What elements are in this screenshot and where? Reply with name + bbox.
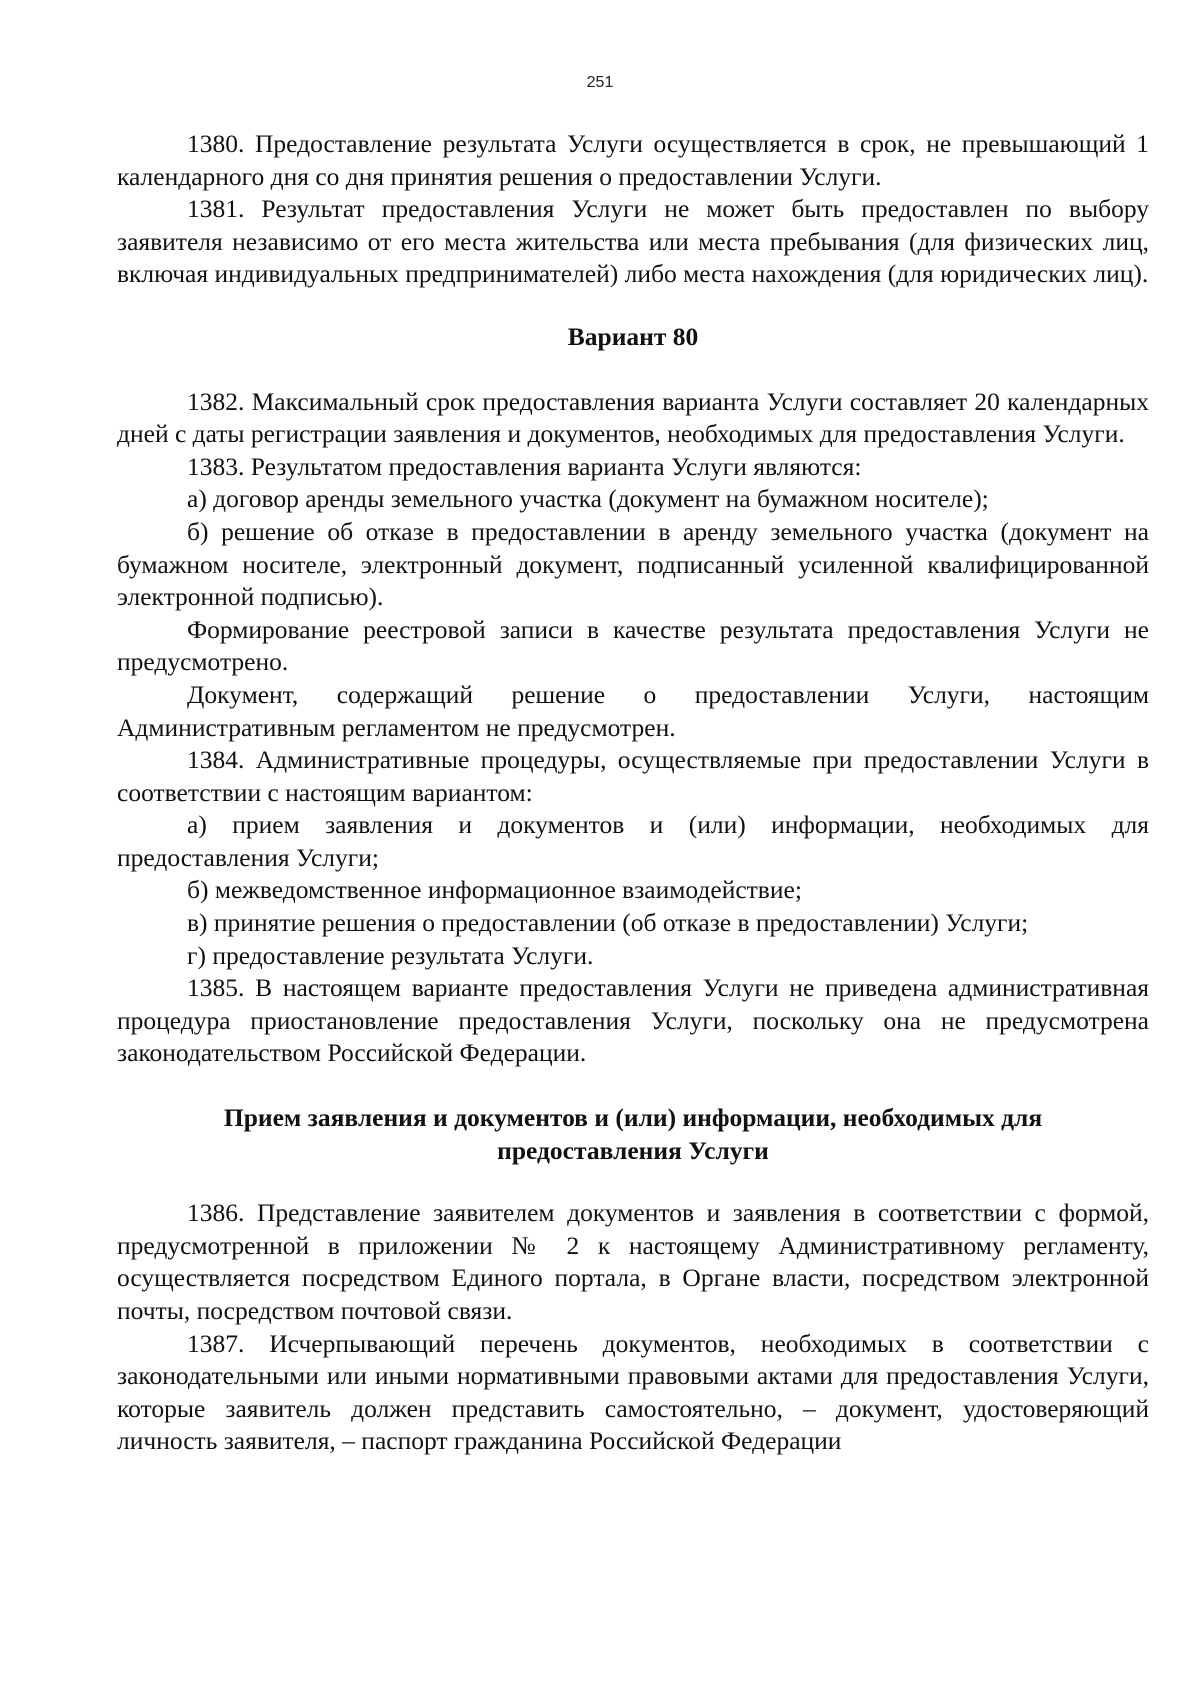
paragraph-1380: 1380. Предоставление результата Услуги осуществляется в срок, не превышающий 1 календарного дня со дня принятия решения о предоставлении Услуги. bbox=[117, 129, 1149, 191]
page-number: 251 bbox=[586, 74, 614, 91]
paragraph-1381: 1381. Результат предоставления Услуги не может быть предоставлен по выбору заявителя независимо от его места жительства или места пребывания (для физических лиц, включая индивидуальных предпринимателей) либо места нахождения (для юридических лиц). bbox=[117, 194, 1149, 289]
paragraph-1384: 1384. Административные процедуры, осуществляемые при предоставлении Услуги в соответствии с настоящим вариантом: bbox=[117, 745, 1149, 807]
paragraph-registry-record: Формирование реестровой записи в качестве результата предоставления Услуги не предусмотрено. bbox=[117, 614, 1149, 677]
list-item-procedure-d: г) предоставление результата Услуги. bbox=[187, 940, 594, 970]
heading-section-line-1: Прием заявления и документов и (или) информации, необходимых для bbox=[223, 1103, 1043, 1133]
heading-section-application bbox=[117, 1102, 1149, 1167]
paragraph-1387: 1387. Исчерпывающий перечень документов, необходимых в соответствии с законодательными или иными нормативными правовыми актами для предоставления Услуги, которые заявитель должен представить самостоятельно, – документ, удостоверяющий личность заявителя, – паспорт гражданина Российской Федерации bbox=[117, 1328, 1149, 1456]
list-item-procedure-a: а) прием заявления и документов и (или) информации, необходимых для предоставления Услуги; bbox=[117, 810, 1149, 872]
document-body bbox=[117, 128, 1149, 1458]
heading-variant-80: Вариант 80 bbox=[567, 321, 699, 351]
paragraph-1383: 1383. Результатом предоставления варианта Услуги являются: bbox=[187, 451, 862, 481]
paragraph-1386: 1386. Представление заявителем документов и заявления в соответствии с формой, предусмотренной в приложении № 2 к настоящему Административному регламенту, осуществляется посредством Единого портала, в Органе власти, посредством электронной почты, посредством почтовой связи. bbox=[117, 1198, 1149, 1325]
list-item-result-a: а) договор аренды земельного участка (документ на бумажном носителе); bbox=[187, 484, 989, 514]
list-item-procedure-b: б) межведомственное информационное взаимодействие; bbox=[187, 875, 802, 905]
list-item-procedure-c: в) принятие решения о предоставлении (об отказе в предоставлении) Услуги; bbox=[187, 908, 1029, 938]
paragraph-1382: 1382. Максимальный срок предоставления варианта Услуги составляет 20 календарных дней с даты регистрации заявления и документов, необходимых для предоставления Услуги. bbox=[117, 386, 1149, 449]
paragraph-decision-document: Документ, содержащий решение о предоставлении Услуги, настоящим Административным регламентом не предусмотрен. bbox=[117, 679, 1149, 742]
list-item-result-b: б) решение об отказе в предоставлении в аренду земельного участка (документ на бумажном носителе, электронный документ, подписанный усиленной квалифицированной электронной подписью). bbox=[117, 516, 1149, 612]
heading-section-line-2: предоставления Услуги bbox=[497, 1135, 769, 1165]
paragraph-1385: 1385. В настоящем варианте предоставления Услуги не приведена административная процедура приостановление предоставления Услуги, поскольку она не предусмотрена законодательством Российской Федерации. bbox=[117, 973, 1149, 1068]
